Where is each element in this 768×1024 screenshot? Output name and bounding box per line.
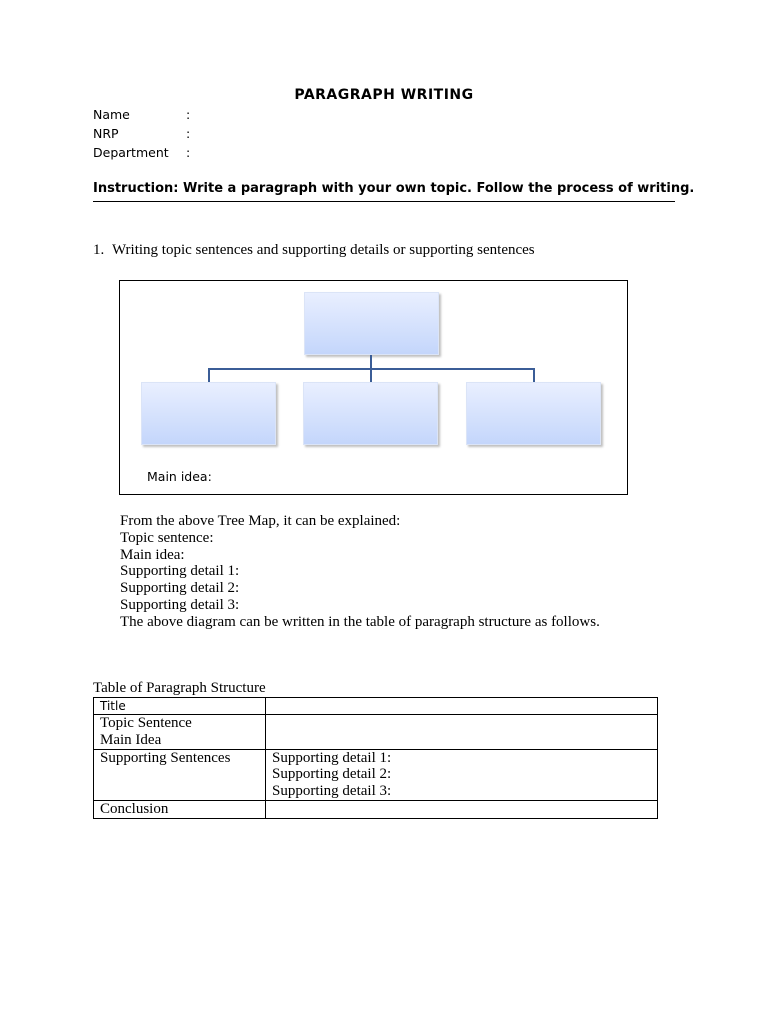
tree-right-drop bbox=[533, 368, 535, 382]
tree-branch-line bbox=[208, 368, 535, 370]
supporting-detail-3: Supporting detail 3: bbox=[272, 783, 392, 800]
topic-value-cell bbox=[266, 715, 658, 750]
table-row bbox=[94, 800, 658, 818]
name-separator: : bbox=[186, 107, 191, 122]
question-1 bbox=[93, 242, 535, 259]
supporting-label-cell bbox=[94, 749, 266, 800]
supporting-value-cell bbox=[266, 749, 658, 800]
tree-root-box bbox=[304, 292, 439, 355]
supporting-sentences-label: Supporting Sentences bbox=[100, 749, 231, 766]
tree-child-box-3 bbox=[466, 382, 601, 445]
supporting-detail-1: Supporting detail 1: bbox=[272, 749, 392, 766]
instruction-underline bbox=[93, 201, 675, 202]
table-row bbox=[94, 715, 658, 750]
paragraph-structure-table bbox=[93, 697, 658, 819]
title-label: Title bbox=[100, 699, 126, 713]
conclusion-value-cell bbox=[266, 800, 658, 818]
table-caption: Table of Paragraph Structure bbox=[93, 680, 266, 696]
document-title: PARAGRAPH WRITING bbox=[294, 87, 474, 103]
question-1-text: Writing topic sentences and supporting details or supporting sentences bbox=[112, 242, 535, 258]
explanation-block bbox=[120, 513, 600, 631]
explanation-line: The above diagram can be written in the table of paragraph structure as follows. bbox=[120, 613, 600, 630]
title-label-cell bbox=[94, 698, 266, 715]
name-field bbox=[93, 107, 190, 122]
conclusion-label-cell bbox=[94, 800, 266, 818]
nrp-separator: : bbox=[186, 126, 191, 141]
explanation-line: Supporting detail 2: bbox=[120, 580, 240, 597]
department-separator: : bbox=[186, 145, 191, 160]
tree-child-box-1 bbox=[141, 382, 276, 445]
conclusion-label: Conclusion bbox=[100, 800, 169, 817]
supporting-detail-2: Supporting detail 2: bbox=[272, 766, 392, 783]
nrp-field bbox=[93, 126, 190, 141]
main-idea-row-label: Main Idea bbox=[100, 731, 162, 748]
explanation-line: From the above Tree Map, it can be explained: bbox=[120, 513, 401, 529]
tree-child-box-2 bbox=[303, 382, 438, 445]
topic-label-cell bbox=[94, 715, 266, 750]
title-value-cell bbox=[266, 698, 658, 715]
instruction-text: Instruction: Write a paragraph with your own topic. Follow the process of writing. bbox=[93, 181, 695, 196]
table-row bbox=[94, 749, 658, 800]
main-idea-label: Main idea: bbox=[147, 469, 212, 484]
explanation-line: Main idea: bbox=[120, 546, 185, 563]
department-label: Department bbox=[93, 145, 169, 160]
question-1-number: 1. bbox=[93, 242, 105, 258]
nrp-label: NRP bbox=[93, 126, 119, 141]
explanation-line: Topic sentence: bbox=[120, 529, 214, 546]
explanation-line: Supporting detail 1: bbox=[120, 563, 240, 580]
table-row bbox=[94, 698, 658, 715]
topic-sentence-label: Topic Sentence bbox=[100, 715, 192, 731]
explanation-line: Supporting detail 3: bbox=[120, 596, 240, 613]
department-field bbox=[93, 145, 190, 160]
tree-left-drop bbox=[208, 368, 210, 382]
name-label: Name bbox=[93, 107, 130, 122]
